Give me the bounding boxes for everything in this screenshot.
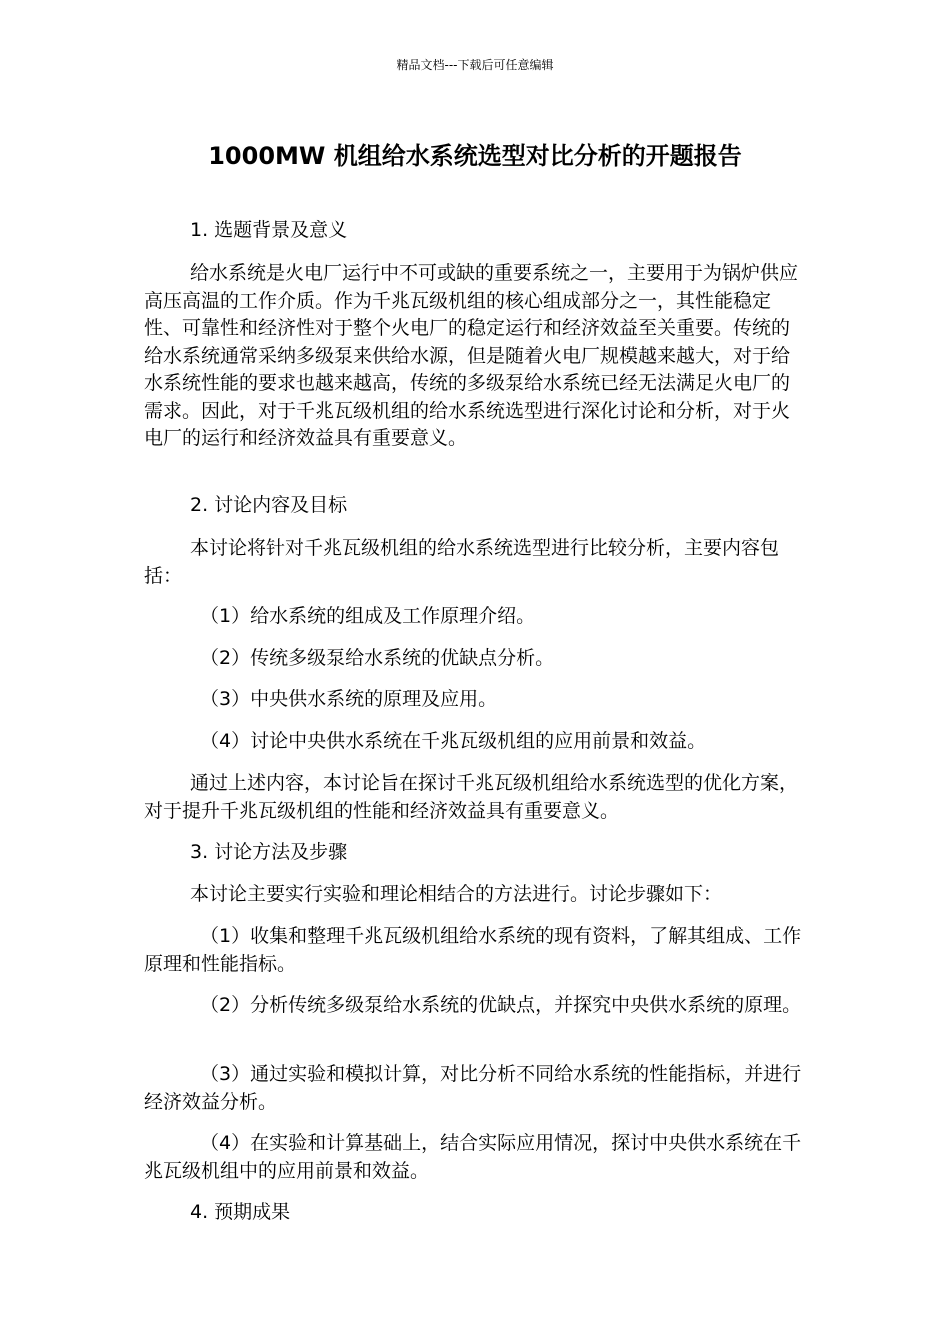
section-3-intro: 本讨论主要实行实验和理论相结合的方法进行。讨论步骤如下： xyxy=(190,883,723,905)
section-2-outro-block xyxy=(144,770,806,825)
list-item: （2）传统多级泵给水系统的优缺点分析。 xyxy=(200,647,555,669)
list-item: （3）中央供水系统的原理及应用。 xyxy=(200,688,498,710)
document-title: 1000MW 机组给水系统选型对比分析的开题报告 xyxy=(208,142,742,170)
section-1-paragraph: 给水系统是火电厂运行中不可或缺的重要系统之一，主要用于为锅炉供应高压高温的工作介质。作为千兆瓦级机组的核心组成部分之一，其性能稳定性、可靠性和经济性对于整个火电厂的稳定运行和经济效益至关重要。传统的给水系统通常采纳多级泵来供给水源，但是随着火电厂规模越来越大，对于给水系统性能的要求也越来越高，传统的多级泵给水系统已经无法满足火电厂的需求。因此，对于千兆瓦级机组的给水系统选型进行深化讨论和分析，对于火电厂的运行和经济效益具有重要意义。 xyxy=(144,262,799,449)
list-item: （4）在实验和计算基础上，结合实际应用情况，探讨中央供水系统在千兆瓦级机组中的应用前景和效益。 xyxy=(144,1132,802,1182)
section-3-item-3-block xyxy=(144,1061,806,1116)
section-3-item-4-block xyxy=(144,1130,806,1185)
section-3-item-1-block xyxy=(144,923,806,978)
list-item: （2）分析传统多级泵给水系统的优缺点，并探究中央供水系统的原理。 xyxy=(200,994,802,1016)
section-2-item-1-block xyxy=(144,603,806,631)
section-1-body xyxy=(144,260,806,453)
section-heading-4: 4. 预期成果 xyxy=(190,1201,291,1223)
list-item: （1）收集和整理千兆瓦级机组给水系统的现有资料，了解其组成、工作原理和性能指标。 xyxy=(144,925,802,975)
section-2-intro: 本讨论将针对千兆瓦级机组的给水系统选型进行比较分析，主要内容包括： xyxy=(144,537,780,587)
section-2-item-2-block xyxy=(144,645,806,673)
header-note: 精品文档---下载后可任意编辑 xyxy=(396,58,554,72)
section-heading-1: 1. 选题背景及意义 xyxy=(190,219,348,241)
section-2-intro-block xyxy=(144,535,806,590)
list-item: （3）通过实验和模拟计算，对比分析不同给水系统的性能指标，并进行经济效益分析。 xyxy=(144,1063,802,1113)
section-2-item-3-block xyxy=(144,686,806,714)
section-2-outro: 通过上述内容，本讨论旨在探讨千兆瓦级机组给水系统选型的优化方案，对于提升千兆瓦级机组的性能和经济效益具有重要意义。 xyxy=(144,772,799,822)
section-3-item-2-block xyxy=(144,992,806,1020)
section-heading-2: 2. 讨论内容及目标 xyxy=(190,494,348,516)
section-3-intro-block xyxy=(144,881,806,909)
section-2-item-4-block xyxy=(144,728,806,756)
section-heading-3: 3. 讨论方法及步骤 xyxy=(190,841,348,863)
list-item: （4）讨论中央供水系统在千兆瓦级机组的应用前景和效益。 xyxy=(200,730,707,752)
list-item: （1）给水系统的组成及工作原理介绍。 xyxy=(200,605,536,627)
